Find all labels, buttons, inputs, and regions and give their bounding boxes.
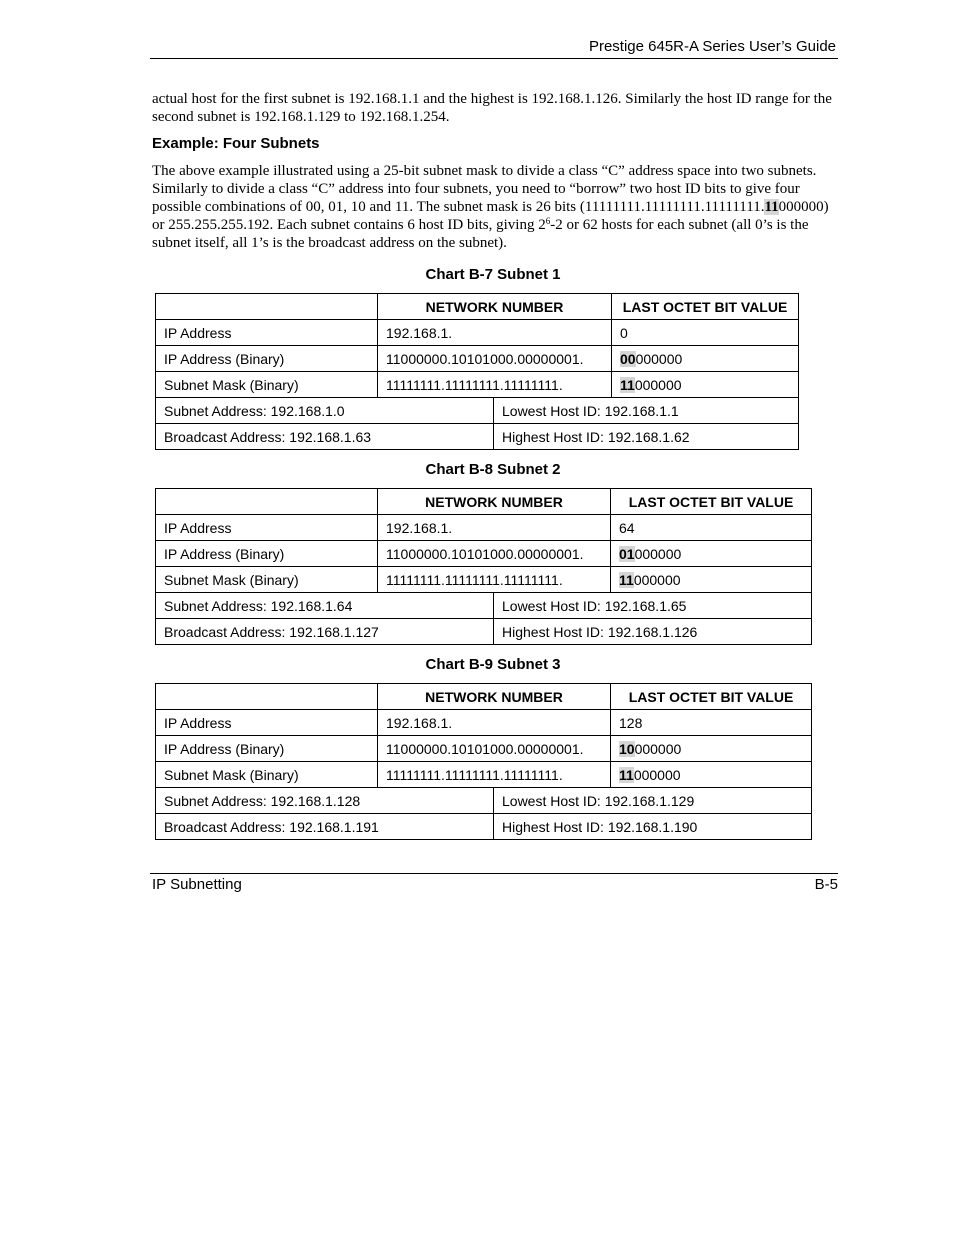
table-row <box>156 788 812 814</box>
example-paragraph <box>152 162 842 252</box>
last-octet-cell <box>611 541 812 567</box>
table-header-cell: LAST OCTET BIT VALUE <box>611 489 812 515</box>
table-row <box>156 593 812 619</box>
row-label: IP Address <box>156 710 378 736</box>
broadcast-address-cell: Broadcast Address: 192.168.1.63 <box>156 424 494 450</box>
row-label: IP Address <box>156 515 378 541</box>
network-number-cell: 192.168.1. <box>378 710 611 736</box>
lowest-host-cell: Lowest Host ID: 192.168.1.129 <box>494 788 812 814</box>
exponent: 6 <box>545 216 551 226</box>
row-label: IP Address <box>156 320 378 346</box>
subnet-address-cell: Subnet Address: 192.168.1.0 <box>156 398 494 424</box>
row-label: IP Address (Binary) <box>156 541 378 567</box>
row-label: Subnet Mask (Binary) <box>156 567 378 593</box>
subnet-table <box>155 293 799 450</box>
table-header-cell: NETWORK NUMBER <box>378 294 612 320</box>
table-row <box>156 346 799 372</box>
subnet-address-cell: Subnet Address: 192.168.1.64 <box>156 593 494 619</box>
highest-host-cell: Highest Host ID: 192.168.1.62 <box>494 424 799 450</box>
last-octet-cell <box>612 320 799 346</box>
page-footer <box>150 873 838 896</box>
table-row <box>156 372 799 398</box>
subnet-address-cell: Subnet Address: 192.168.1.128 <box>156 788 494 814</box>
row-label: Subnet Mask (Binary) <box>156 372 378 398</box>
network-number-cell: 11000000.10101000.00000001. <box>378 736 611 762</box>
example-text-part1: The above example illustrated using a 25-bit subnet mask to divide a class “C” address space into two subnets. Similarly to divide a class “C” address into four subnets, you need to “borrow” two host ID bits to give four possible combinations of 00, 01, 10 and 11. The subnet mask is 26 bits (11111111.11111111.11111111. <box>152 163 817 215</box>
highlighted-bits: 11 <box>764 199 779 215</box>
network-number-cell: 192.168.1. <box>378 515 611 541</box>
last-octet-cell <box>611 515 812 541</box>
remaining-bits: 000000 <box>633 571 681 588</box>
header-title: Prestige 645R-A Series User’s Guide <box>588 38 836 55</box>
table-row <box>156 398 799 424</box>
last-octet-cell <box>611 736 812 762</box>
last-octet-cell <box>612 346 799 372</box>
chart-caption: Chart B-8 Subnet 2 <box>425 461 561 478</box>
intro-paragraph: actual host for the first subnet is 192.168.1.1 and the highest is 192.168.1.126. Similarly the host ID range for the second subnet is 192.168.1.129 to 192.168.1.254. <box>152 91 832 125</box>
last-octet-cell <box>611 567 812 593</box>
remaining-bits: 000000 <box>635 350 683 367</box>
remaining-bits: 128 <box>619 714 643 731</box>
table-row <box>156 424 799 450</box>
table-row <box>156 320 799 346</box>
page-number: B-5 <box>814 876 838 893</box>
table-header-cell: LAST OCTET BIT VALUE <box>611 684 812 710</box>
subnet-table <box>155 683 812 840</box>
example-text-part2: 000000) or 255.255.255.192. Each subnet contains 6 host ID bits, giving 2 <box>152 199 829 233</box>
table-row <box>156 567 812 593</box>
remaining-bits: 64 <box>619 519 635 536</box>
page-header <box>150 37 838 59</box>
highlighted-bits: 11 <box>620 376 635 393</box>
table-header-cell: NETWORK NUMBER <box>378 489 611 515</box>
table-row <box>156 710 812 736</box>
row-label: Subnet Mask (Binary) <box>156 762 378 788</box>
remaining-bits: 000000 <box>634 545 682 562</box>
row-label: IP Address (Binary) <box>156 736 378 762</box>
last-octet-cell <box>612 372 799 398</box>
highlighted-bits: 11 <box>619 766 634 783</box>
remaining-bits: 0 <box>620 324 628 341</box>
table-row <box>156 515 812 541</box>
network-number-cell: 11000000.10101000.00000001. <box>378 541 611 567</box>
table-header-cell: NETWORK NUMBER <box>378 684 611 710</box>
table-row <box>156 814 812 840</box>
last-octet-cell <box>611 762 812 788</box>
highlighted-bits: 01 <box>619 545 635 562</box>
table-row <box>156 541 812 567</box>
broadcast-address-cell: Broadcast Address: 192.168.1.127 <box>156 619 494 645</box>
highest-host-cell: Highest Host ID: 192.168.1.190 <box>494 814 812 840</box>
network-number-cell: 192.168.1. <box>378 320 612 346</box>
table-header-row <box>156 489 812 515</box>
section-heading: Example: Four Subnets <box>152 135 320 152</box>
highlighted-bits: 00 <box>620 350 636 367</box>
footer-section: IP Subnetting <box>152 876 242 893</box>
remaining-bits: 000000 <box>634 740 682 757</box>
remaining-bits: 000000 <box>634 376 682 393</box>
highest-host-cell: Highest Host ID: 192.168.1.126 <box>494 619 812 645</box>
network-number-cell: 11000000.10101000.00000001. <box>378 346 612 372</box>
row-label: IP Address (Binary) <box>156 346 378 372</box>
network-number-cell: 11111111.11111111.11111111. <box>378 567 611 593</box>
network-number-cell: 11111111.11111111.11111111. <box>378 762 611 788</box>
table-header-cell <box>156 684 378 710</box>
table-row <box>156 762 812 788</box>
subnet-table <box>155 488 812 645</box>
table-row <box>156 619 812 645</box>
lowest-host-cell: Lowest Host ID: 192.168.1.65 <box>494 593 812 619</box>
highlighted-bits: 11 <box>619 571 634 588</box>
example-text-part3: -2 or 62 hosts for each subnet (all 0’s is the subnet itself, all 1’s is the broadcast address on the subnet). <box>152 217 809 251</box>
chart-caption: Chart B-7 Subnet 1 <box>425 266 561 283</box>
last-octet-cell <box>611 710 812 736</box>
chart-caption: Chart B-9 Subnet 3 <box>425 656 561 673</box>
table-row <box>156 736 812 762</box>
table-header-row <box>156 684 812 710</box>
table-header-cell: LAST OCTET BIT VALUE <box>612 294 799 320</box>
network-number-cell: 11111111.11111111.11111111. <box>378 372 612 398</box>
table-header-row <box>156 294 799 320</box>
broadcast-address-cell: Broadcast Address: 192.168.1.191 <box>156 814 494 840</box>
remaining-bits: 000000 <box>633 766 681 783</box>
table-header-cell <box>156 294 378 320</box>
table-header-cell <box>156 489 378 515</box>
lowest-host-cell: Lowest Host ID: 192.168.1.1 <box>494 398 799 424</box>
highlighted-bits: 10 <box>619 740 635 757</box>
